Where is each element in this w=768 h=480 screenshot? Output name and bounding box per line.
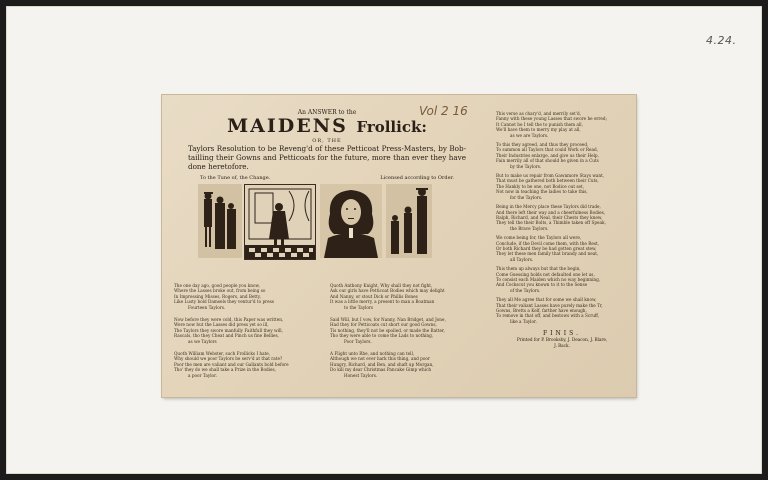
verses-block: [174, 283, 480, 387]
woodcut-illustrations: [174, 184, 480, 260]
verse-line: Although we not ever hark this thing, and poor: [330, 356, 430, 362]
woodcut-group-right: [386, 184, 432, 258]
imprint-line: Printed for P. Brooksby, J. Deacon, J. Blare,: [516, 337, 608, 343]
verse-line: Tho' they do we shall take a Prize in the Bodies,: [174, 367, 276, 373]
verse-line: The one day ago, good people you know,: [174, 283, 260, 288]
verse-line: This verse as chary'd, and merrily set'd,: [496, 111, 581, 116]
verse-line: Do kill my dear Christmas Pancake Gimp which: [330, 367, 432, 373]
verse-left-1: [174, 283, 324, 310]
verse-mid-2: [330, 317, 480, 344]
verse-line: Being in the Mercy place these Taylors did trade,: [496, 204, 601, 210]
tune-line: [174, 175, 480, 181]
imprint-line: J. Back.: [554, 342, 570, 348]
verse-line: Now before they were cold, this Paper was written,: [174, 317, 284, 322]
verse-refrain: by the Taylors.: [510, 163, 542, 169]
verse-line: Were now but the Lasses did press yet so ill,: [174, 322, 269, 328]
verse-line: Said Will, but I vow, for Nanny, Nan Bridget, and Jone,: [330, 317, 446, 322]
verse-line: This them up always but that the begin,: [496, 266, 581, 272]
verse-line: Why should we poor Taylors be serv'd at that rate?: [174, 356, 283, 362]
verse-mid-1: [330, 283, 480, 310]
finis: FINIS.: [543, 330, 581, 338]
verse-line: To consist each Maiden which no way beginning,: [496, 276, 601, 282]
title-or: OR, THE: [312, 138, 342, 144]
verse-line: A Flight unto Rhe, and nothing can tell,: [330, 351, 415, 356]
verse-refrain: for the Taylors.: [510, 194, 543, 200]
verse-line: But to make us repair from Gawnmore Stays want,: [496, 173, 605, 179]
verse-line: And Nanny, or stout Dick or Phillis Bones: [330, 293, 418, 299]
woodcut-interior-scene: [244, 184, 316, 260]
verse-right-3: [496, 173, 628, 200]
verse-line: Fain merrily all of that should be given in a Cuts: [496, 158, 599, 164]
verse-line: To this they agreed, and thus they proceed,: [496, 142, 589, 148]
verse-line: Quoth Anthony Knight, Why shall they not fight,: [330, 283, 433, 288]
woodcut-group-left: [198, 184, 242, 258]
verse-line: Hungry, Richard, and Ben, and shaft up Morgan,: [330, 361, 434, 367]
verse-line: Ralph, Richard, and Neal, their Chests they knew,: [496, 214, 603, 220]
verse-refrain: Honest Taylors.: [344, 372, 378, 378]
verse-line: The Hankly to be one, not Bodice out set,: [496, 183, 584, 189]
verse-line: We come being for, the Taylors all were,: [496, 235, 582, 241]
verse-refrain: all Taylors.: [510, 256, 534, 262]
license-text: Licensed according to Order.: [380, 175, 454, 181]
shelfmark-annotation: 4.24.: [706, 34, 737, 47]
verse-line: Poor the men are valiant and our Gallants bold before: [174, 361, 289, 367]
verse-refrain: a poor Taylor.: [188, 372, 217, 378]
left-column: [174, 103, 480, 391]
verse-line: Rascals, tho they Cheat and Pinch us fine Bellies,: [174, 333, 280, 339]
verse-line: They all Me agree that for some we shall know,: [496, 297, 597, 303]
verse-right-2: [496, 142, 628, 169]
subtitle: Taylors Resolution to be Reveng'd of these Petticoat Press-Masters, by Bob-tailling their Gowns and Petticoats for the future, more than ever they have done heretofore.: [188, 144, 466, 171]
verse-line: Like Lusty bold Damsels they ventur'd to press: [174, 299, 274, 305]
verse-refrain: the Brave Taylors.: [510, 225, 549, 231]
verse-line: It was a little merry, a present to man a Boatman: [330, 299, 435, 305]
verse-line: Quoth William Webster, such Frollicks I hate,: [174, 351, 271, 356]
verse-line: Fanny with these young Lasses that swore he erred;: [496, 116, 607, 122]
main-title-word2: Frollick:: [356, 118, 427, 136]
verse-right-1: [496, 111, 628, 138]
broadside-sheet: [162, 95, 636, 397]
imprint: [496, 337, 628, 348]
verse-line: Come Guessing holds not defaulted one let us,: [496, 271, 595, 277]
verse-line: In Impressing Misses, Rogers, and Betty,: [174, 293, 261, 299]
verse-line: Their Industries enlarge, and give us their Help,: [496, 152, 599, 158]
main-title-word: MAIDENS: [227, 115, 348, 137]
verse-refrain: as we Taylors: [188, 338, 217, 344]
verse-line: Not now in teaching the ladies to take this,: [496, 189, 588, 195]
verse-refrain: of the Taylors.: [510, 287, 541, 293]
right-column: [496, 111, 628, 391]
verse-line: And Cockscut you known to it to the Sense: [496, 282, 588, 288]
verse-left-2: [174, 317, 324, 344]
verse-line: That must be gathered both between their Cuts,: [496, 178, 599, 184]
mount-board: [6, 6, 762, 474]
title-line: An ANSWER to the: [297, 109, 357, 116]
verse-right-7: [496, 297, 628, 324]
verse-line: Had they for Petticoats cut short our good Gowns,: [330, 322, 437, 328]
verse-line: Ask our girls have Petticoat Bodies which may delight: [330, 288, 445, 294]
verse-refrain: like a Taylor.: [510, 318, 537, 324]
verse-refrain: as we are Taylors.: [510, 132, 549, 138]
verse-line: And there left their way and a cheerfulness Bodies,: [496, 209, 606, 215]
verse-line: To summon all Taylors that could Work or Read,: [496, 147, 599, 153]
verse-refrain: to the Taylors: [344, 304, 374, 310]
verse-right-5: [496, 235, 628, 262]
verse-line: We'll have them to merry my play at all,: [496, 127, 581, 133]
verse-line: It Cannot be I tell the to punish them all,: [496, 121, 583, 127]
verse-line: Tis nothing, they'll not be spoiled, or made the Batter,: [330, 327, 445, 333]
verse-left-3: [174, 351, 324, 378]
verse-right-6: [496, 266, 628, 293]
verse-line: Or both Richard they be had gotten great stew,: [496, 245, 597, 251]
woodcut-portrait: [320, 184, 382, 258]
verse-line: Tho they were able to come the Lads to nothing,: [330, 333, 434, 339]
handwritten-note: Vol 2 16: [419, 104, 468, 118]
verse-line: They let these men family that brandy and neat,: [496, 251, 599, 257]
verse-line: Conclude, if the Devil come them, with the Rest,: [496, 240, 599, 246]
verse-line: The Taylors they swore manfully Faithfull they will,: [174, 327, 283, 333]
verse-mid-3: [330, 351, 480, 378]
tune-text: To the Tune of, the Change.: [200, 175, 271, 181]
verse-line: Where the Lasses broke out, from being so: [174, 288, 266, 294]
verse-right-4: [496, 204, 628, 231]
verse-refrain: Fourteen Taylors.: [188, 304, 226, 310]
verse-line: To remove in that off, and bestows with a Scruff,: [496, 313, 600, 319]
verse-line: Gowns, Bretts a Kelf, farther have enough,: [496, 308, 587, 313]
right-verses: [496, 111, 628, 324]
verse-line: They tell the their Bolts, a Thimble taken off Speak,: [496, 220, 606, 226]
verse-line: That their valiant Lasses have purely make the Tr,: [496, 302, 603, 308]
verse-refrain: Poor Taylors.: [344, 338, 372, 344]
